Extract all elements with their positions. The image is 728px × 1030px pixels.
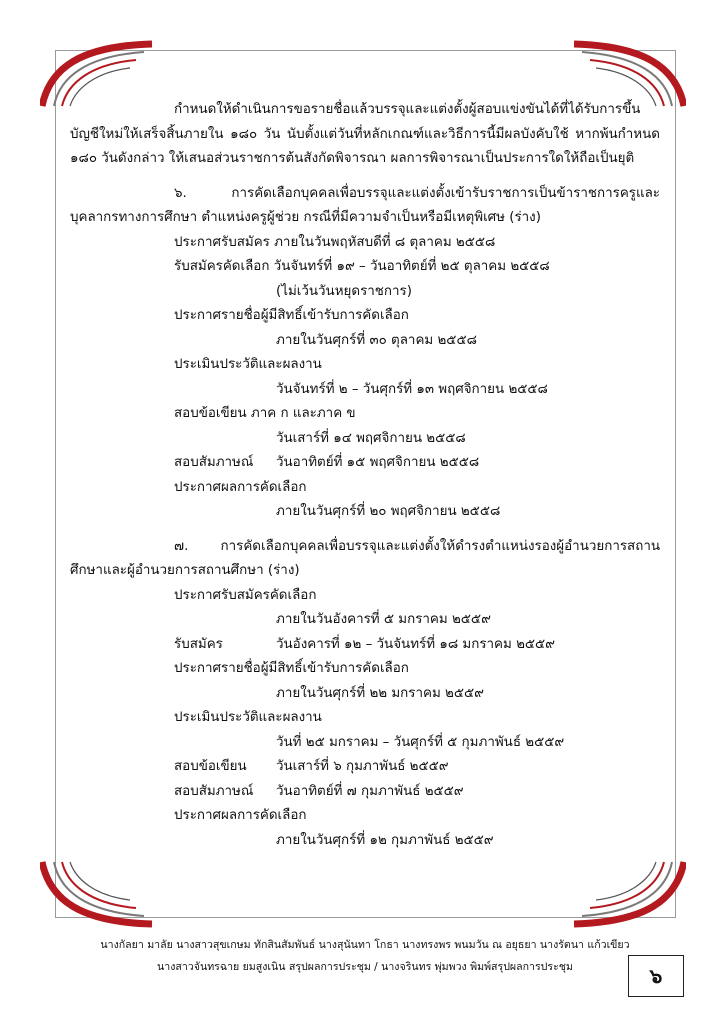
item-6-line: วันจันทร์ที่ ๒ – วันศุกร์ที่ ๑๓ พฤศจิกายน ๒๕๕๘ (276, 381, 548, 397)
item-7-line: ประเมินประวัติและผลงาน (174, 710, 322, 725)
item-6-interview-row (70, 451, 660, 476)
item-6-line: ประกาศรับสมัคร ภายในวันพฤหัสบดีที่ ๘ ตุลาคม ๒๕๕๘ (174, 234, 496, 250)
item-7-interview-row (70, 780, 660, 805)
item-7-line: ภายในวันศุกร์ที่ ๒๒ มกราคม ๒๕๕๙ (276, 685, 484, 701)
item-7-line: ภายในวันอังคารที่ ๕ มกราคม ๒๕๕๙ (276, 612, 491, 627)
item-7-line: ประกาศรายชื่อผู้มีสิทธิ์เข้ารับการคัดเลือก (174, 661, 409, 676)
item-7-line-value: วันเสาร์ที่ ๖ กุมภาพันธ์ ๒๕๕๙ (276, 759, 449, 774)
item-6-line: (ไม่เว้นวันหยุดราชการ) (276, 283, 412, 299)
footer-line: นางสาวจันทรฉาย ยมสูงเนิน สรุปผลการประชุม / นางจรินทร พุ่มพวง พิมพ์สรุปผลการประชุม (157, 961, 573, 973)
item-7-line: วันที่ ๒๕ มกราคม – วันศุกร์ที่ ๕ กุมภาพันธ์ ๒๕๕๙ (276, 734, 565, 750)
item-6-heading: ๖. การคัดเลือกบุคคลเพื่อบรรจุและแต่งตั้งเข้ารับราชการเป็นข้าราชการครูและบุคลากรทางการศึกษา ตำแหน่งครูผู้ช่วย กรณีที่มีความจำเป็นหรือมีเหตุพิเศษ (ร่าง) (70, 185, 660, 225)
item-6-line-value: วันอาทิตย์ที่ ๑๕ พฤศจิกายน ๒๕๕๘ (276, 455, 480, 470)
item-7-line-label: รับสมัคร (174, 636, 223, 652)
item-6-line: ประกาศผลการคัดเลือก (174, 479, 307, 495)
item-6-line: ประเมินประวัติและผลงาน (174, 357, 322, 372)
item-7-heading: ๗. การคัดเลือกบุคคลเพื่อบรรจุและแต่งตั้งให้ดำรงตำแหน่งรองผู้อำนวยการสถานศึกษาและผู้อำนวยการสถานศึกษา (ร่าง) (70, 538, 660, 578)
corner-ornament-bottom-left (40, 860, 160, 930)
item-7-line-label: สอบข้อเขียน (174, 759, 247, 774)
item-7-apply-row (70, 633, 660, 658)
item-7-line: ภายในวันศุกร์ที่ ๑๒ กุมภาพันธ์ ๒๕๕๙ (276, 832, 494, 848)
corner-ornament-bottom-right (566, 860, 686, 930)
item-7-line: ประกาศรับสมัครคัดเลือก (174, 587, 317, 603)
item-7-written-exam-row (70, 755, 660, 780)
page-number: ๖ (628, 955, 684, 997)
intro-paragraph: กำหนดให้ดำเนินการขอรายชื่อแล้วบรรจุและแต่งตั้งผู้สอบแข่งขันได้ที่ได้รับการขึ้นบัญชีใหม่ให้เสร็จสิ้นภายใน ๑๘๐ วัน นับตั้งแต่วันที่หลักเกณฑ์และวิธีการนี้มีผลบังคับใช้ หากพ้นกำหนด ๑๘๐ วันดังกล่าว ให้เสนอส่วนราชการต้นสังกัดพิจารณา ผลการพิจารณาเป็นประการใดให้ถือเป็นยุติ (70, 102, 660, 166)
item-6-line: ภายในวันศุกร์ที่ ๓๐ ตุลาคม ๒๕๕๘ (276, 332, 477, 348)
item-6-line: รับสมัครคัดเลือก วันจันทร์ที่ ๑๙ – วันอาทิตย์ที่ ๒๕ ตุลาคม ๒๕๕๘ (174, 259, 550, 274)
document-body (70, 98, 660, 853)
item-6-line: ภายในวันศุกร์ที่ ๒๐ พฤศจิกายน ๒๕๕๘ (276, 504, 501, 519)
item-6-line: สอบข้อเขียน ภาค ก และภาค ข (174, 406, 356, 421)
item-7-line-value: วันอังคารที่ ๑๒ – วันจันทร์ที่ ๑๘ มกราคม ๒๕๕๙ (276, 636, 555, 652)
item-6-line-label: สอบสัมภาษณ์ (174, 455, 254, 470)
item-7-line: ประกาศผลการคัดเลือก (174, 808, 307, 823)
item-7-line-value: วันอาทิตย์ที่ ๗ กุมภาพันธ์ ๒๕๕๙ (276, 783, 464, 799)
item-6-line: ประกาศรายชื่อผู้มีสิทธิ์เข้ารับการคัดเลือก (174, 308, 409, 323)
footer-credits (60, 934, 670, 978)
footer-line: นางกัลยา มาลัย นางสาวสุขเกษม ทักสินสัมพันธ์ นางสุนันทา โกธา นางทรงพร พนมวัน ณ อยุธยา นางรัตนา แก้วเขียว (100, 939, 630, 951)
item-7-line-label: สอบสัมภาษณ์ (174, 783, 254, 799)
item-6-line: วันเสาร์ที่ ๑๔ พฤศจิกายน ๒๕๕๘ (276, 430, 466, 446)
